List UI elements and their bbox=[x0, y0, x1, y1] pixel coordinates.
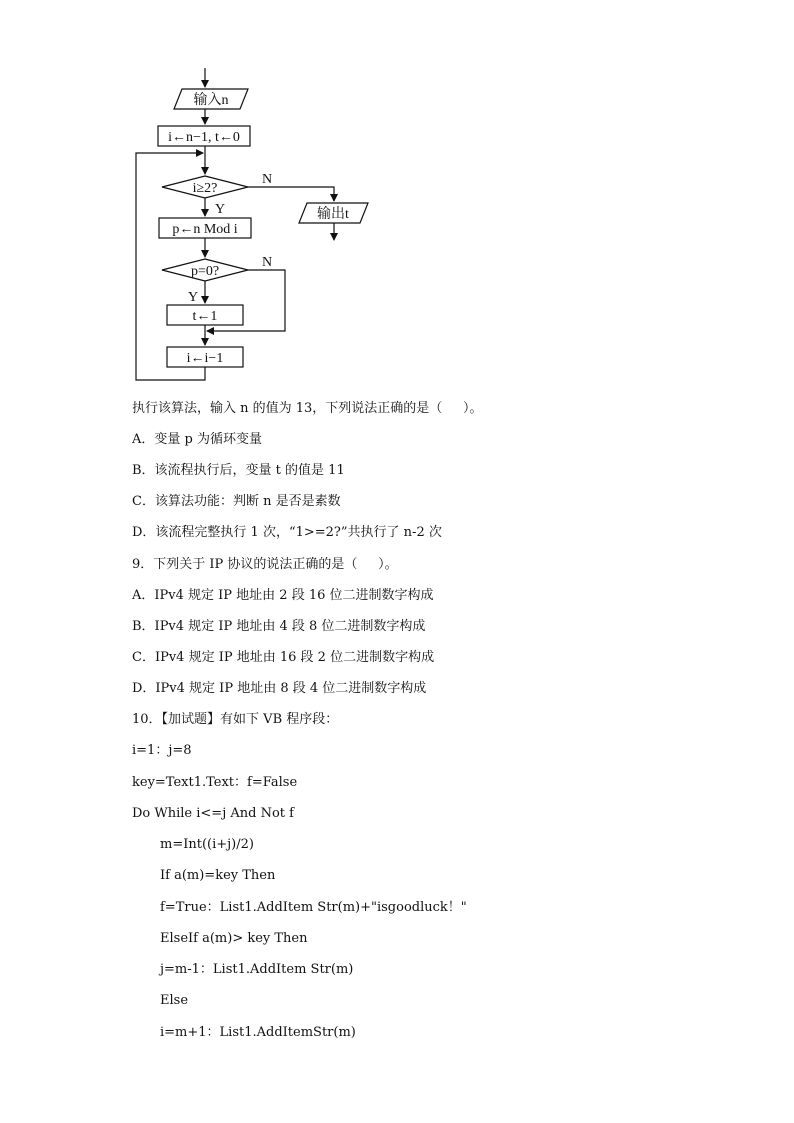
mod-label: p←n Mod i bbox=[172, 222, 238, 237]
code-line: f=True：List1.AddItem Str(m)+"isgoodluck！" bbox=[160, 900, 467, 915]
q8-option-b: B．该流程执行后，变量 t 的值是 11 bbox=[132, 463, 345, 478]
t-label: t←1 bbox=[192, 309, 218, 324]
q8-stem: 执行该算法，输入 n 的值为 13，下列说法正确的是（ ）。 bbox=[132, 401, 483, 416]
code-line: ElseIf a(m)> key Then bbox=[160, 931, 308, 946]
q9-option-b: B．IPv4 规定 IP 地址由 4 段 8 位二进制数字构成 bbox=[132, 619, 426, 634]
cond1-no-label: N bbox=[262, 172, 273, 187]
q9-stem: 9．下列关于 IP 协议的说法正确的是（ ）。 bbox=[132, 557, 398, 572]
q8-option-a: A．变量 p 为循环变量 bbox=[132, 432, 262, 447]
code-line: If a(m)=key Then bbox=[160, 868, 276, 883]
code-line: m=Int((i+j)/2) bbox=[160, 837, 254, 852]
code-line: key=Text1.Text：f=False bbox=[132, 775, 298, 790]
q9-option-d: D．IPv4 规定 IP 地址由 8 段 4 位二进制数字构成 bbox=[132, 681, 427, 696]
init-label: i←n−1, t←0 bbox=[168, 130, 240, 145]
output-label: 输出t bbox=[317, 207, 349, 222]
input-label: 输入n bbox=[193, 93, 229, 108]
cond1-label: i≥2? bbox=[192, 181, 218, 196]
code-line: Else bbox=[160, 993, 189, 1008]
cond1-yes-label: Y bbox=[215, 202, 226, 217]
i-label: i←i−1 bbox=[186, 351, 224, 366]
cond2-no-label: N bbox=[262, 255, 273, 270]
flowchart bbox=[120, 60, 400, 390]
cond2-label: p=0? bbox=[190, 264, 220, 279]
code-line: i=m+1：List1.AddItemStr(m) bbox=[160, 1025, 356, 1040]
code-line: Do While i<=j And Not f bbox=[132, 806, 294, 821]
q10-stem: 10．【加试题】有如下 VB 程序段： bbox=[132, 712, 339, 727]
code-line: i=1：j=8 bbox=[132, 743, 192, 758]
q9-option-a: A．IPv4 规定 IP 地址由 2 段 16 位二进制数字构成 bbox=[132, 588, 434, 603]
q8-option-c: C．该算法功能：判断 n 是否是素数 bbox=[132, 494, 341, 509]
q9-option-c: C．IPv4 规定 IP 地址由 16 段 2 位二进制数字构成 bbox=[132, 650, 435, 665]
q8-option-d: D．该流程完整执行 1 次，“1>=2?”共执行了 n-2 次 bbox=[132, 525, 442, 540]
cond2-yes-label: Y bbox=[188, 290, 199, 305]
code-line: j=m-1：List1.AddItem Str(m) bbox=[160, 962, 354, 977]
